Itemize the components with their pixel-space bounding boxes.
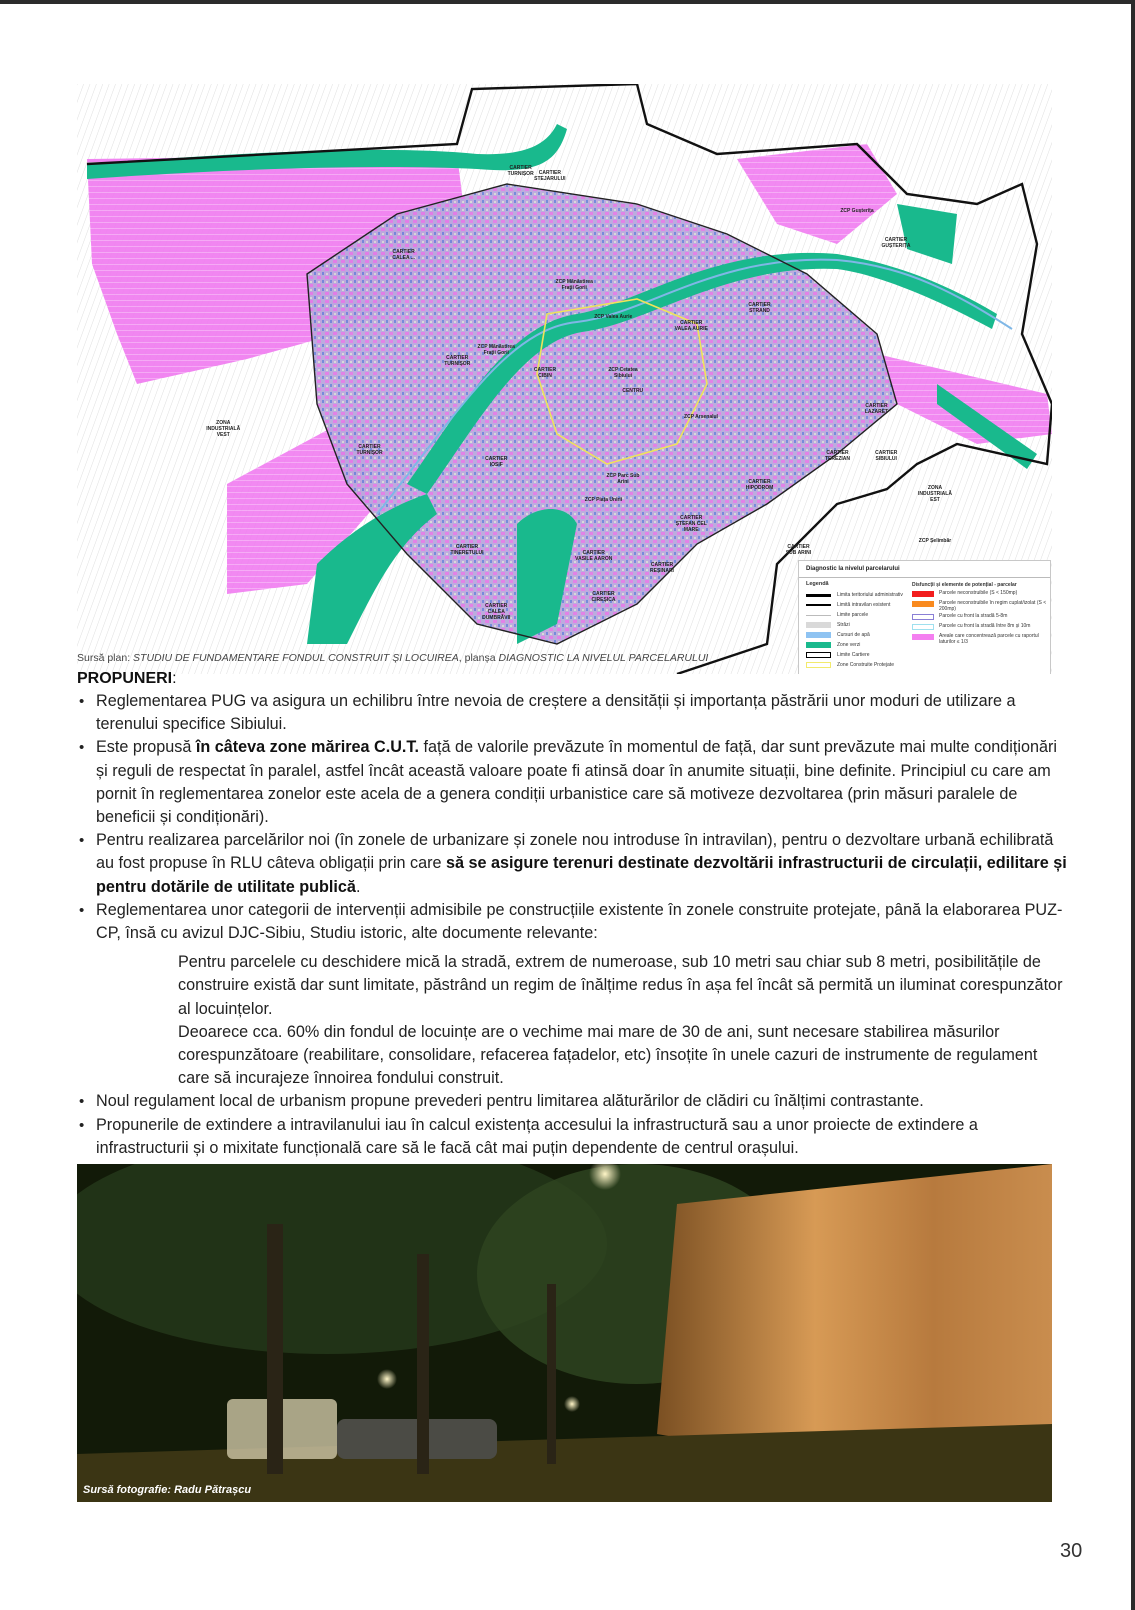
- legend-item: [912, 600, 1049, 612]
- proposal-text: Reglementarea unor categorii de intervenții admisibile pe construcțiile existente în zonele construite protejate, până la elaborarea PUZ-CP, însă cu avizul DJC-Sibiu, Studiu istoric, alte documente relevante:: [96, 900, 1063, 943]
- map-label: CARTIER TURNIȘOR: [356, 443, 383, 456]
- proposal-text: Este propusă: [96, 738, 196, 757]
- map-label: CARTIER CALEA ...: [392, 249, 415, 262]
- proposal-subtext: Pentru parcelele cu deschidere mică la stradă, extrem de numeroase, sub 10 metri sau chiar sub 8 metri, posibilitățile de construire există dar sunt limitate, păstrând un regim de înălțime redus în așa fel încât să permită un iluminat corespunzător al locuințelor.: [178, 953, 1063, 1018]
- tree-trunk: [267, 1224, 283, 1474]
- legend-swatch: [806, 632, 831, 638]
- legend-swatch: [912, 591, 934, 597]
- proposal-item: [77, 736, 1067, 829]
- map-label: ZCP Gușterița: [840, 207, 874, 214]
- proposals-body: [77, 690, 1067, 1160]
- map-label: CARTIER GUȘTERIȚA: [881, 237, 911, 250]
- legend-label: Parcele cu front la stradă între 8m și 10m: [939, 623, 1031, 629]
- legend-swatch: [912, 614, 934, 620]
- proposal-text: Noul regulament local de urbanism propune prevederi pentru limitarea alăturărilor de clădiri cu înălțimi contrastante.: [96, 1092, 924, 1111]
- legend-divider: [799, 577, 1050, 578]
- proposal-item: [77, 1090, 1067, 1113]
- map-source-middle: , planșa: [458, 652, 499, 664]
- map-label: ZONA INDUSTRIALĂ EST: [918, 485, 952, 504]
- proposal-item: [77, 1114, 1067, 1160]
- proposal-text: .: [355, 877, 361, 896]
- legend-left-title: Legendă: [806, 581, 829, 587]
- map-label: CARTIER CIBIN: [533, 367, 557, 380]
- legend-swatch: [912, 624, 934, 630]
- legend-label: Limită intravilan existent: [837, 602, 891, 608]
- parcel-diagnostic-map: [77, 84, 1052, 674]
- legend-label: Limita teritoriului administrativ: [837, 592, 903, 598]
- proposal-subtext: Deoarece cca. 60% din fondul de locuințe are o vechime mai mare de 30 de ani, sunt necesare stabilirea măsurilor corespunzătoare (reabilitare, consolidare, refacerea fațadelor, etc) însoțite în unele cazuri de instrumente de regulament care să incurajeze înnoirea fondului construit.: [178, 1022, 1038, 1088]
- city-wall-night-photo: [77, 1164, 1052, 1502]
- legend-label: Cursuri de apă: [837, 632, 870, 638]
- map-label: CARTIER STRAND: [748, 302, 771, 315]
- proposal-item: [77, 690, 1067, 736]
- legend-item: [806, 661, 894, 669]
- map-label: CARTIER SIBIULUI: [875, 449, 898, 462]
- proposal-subitem: [96, 951, 1067, 1090]
- proposal-text: Pentru realizarea parcelărilor noi (în zonele de urbanizare și zonele nou introduse în intravilan), pentru o dezvoltare urbană echilibrată au fost propuse în RLU câteva obligații prin care: [96, 831, 1054, 873]
- legend-label: Limite Cartiere: [837, 652, 870, 658]
- legend-swatch: [806, 594, 831, 597]
- map-label: CENTRU: [622, 387, 644, 394]
- window-right-border: [1131, 0, 1135, 1610]
- legend-swatch: [806, 642, 831, 648]
- page-number: 30: [1060, 1540, 1083, 1562]
- legend-swatch: [806, 604, 831, 606]
- map-label: ZCP Valea Aurie: [594, 314, 633, 321]
- legend-item: [912, 624, 1049, 632]
- street-lamp: [377, 1369, 397, 1389]
- tree-trunk: [547, 1284, 556, 1464]
- proposal-text: Propunerile de extindere a intravilanului iau în calcul existența accesului la infrastructură sau a unor proiecte de extindere a infrastructurii și o mixitate funcțională care să le facă cât mai puțin dependente de centrul orașului.: [96, 1115, 978, 1157]
- legend-item: [806, 621, 850, 629]
- legend-swatch: [806, 615, 831, 616]
- map-label: CARTIER SUB ARINI: [785, 544, 812, 557]
- photo-credit: Sursă fotografie: Radu Pătrașcu: [83, 1484, 252, 1496]
- legend-label: Parcele neconstruibile (S < 150mp): [939, 590, 1018, 596]
- map-label: CARTIER TINERETULUI: [450, 544, 484, 557]
- proposal-text: față de valorile prevăzute în momentul de față, dar sunt prevăzute mai multe condiționări și reguli de respectat în paralel, astfel încât această valoare poate fi atinsă doar în anumite situații, bine definite. Principiul cu care am pornit în reglementarea zonelor este acela de a genera condiții urbanistice care să motiveze dezvoltarea (prin măsuri paralele de beneficii și condiționări).: [96, 738, 1057, 827]
- map-label: ZCP Piața Unirii: [584, 497, 623, 503]
- map-label: ZCP Șelimbăr: [918, 538, 952, 545]
- map-source-prefix: Sursă plan:: [77, 652, 134, 664]
- map-label: CARTIER TEREZIAN: [825, 449, 850, 462]
- legend-item: [806, 601, 890, 609]
- legend-item: [806, 641, 860, 649]
- legend-swatch: [806, 662, 831, 668]
- photo-graphic: [77, 1164, 1052, 1502]
- tree-trunk: [417, 1254, 429, 1474]
- map-label: CARTIER IOSIF: [485, 455, 508, 468]
- map-source-study: STUDIU DE FUNDAMENTARE FONDUL CONSTRUIT ȘI LOCUIREA: [133, 652, 459, 664]
- legend-item: [912, 633, 1049, 645]
- map-label: ZCP Mănăstirea Fraţii Gorii: [555, 278, 593, 291]
- legend-swatch: [806, 652, 831, 658]
- map-label: CARTIER CALEA DUMBRĂVII: [482, 603, 511, 622]
- map-label: ZCP Cetatea Sibiului: [608, 367, 638, 380]
- legend-label: Parcele cu front la stradă 5-8m: [939, 613, 1008, 619]
- map-label: CARTIER REȘINARI: [650, 561, 674, 574]
- legend-right-title: Disfuncții și elemente de potențial - parcelar: [912, 582, 1017, 588]
- section-title-text: PROPUNERI: [77, 670, 173, 687]
- legend-item: [912, 614, 1049, 622]
- legend-label: Areale care concentrează parcele cu raportul laturilor ≤ 1/3: [939, 633, 1039, 645]
- street-lamp: [564, 1396, 580, 1412]
- map-label: CARTIER TURNIȘOR: [444, 355, 471, 368]
- legend-item: [806, 651, 870, 659]
- map-label: CARTIER LAZARET: [864, 402, 889, 415]
- window-top-border: [0, 0, 1135, 4]
- map-label: CARTIER VALEA AURIE: [674, 320, 708, 332]
- proposal-emphasis: să se asigure terenuri destinate dezvoltării infrastructurii de circulații, edilitare și pentru dotările de utilitate publică: [96, 854, 1067, 896]
- section-title-colon: :: [172, 670, 177, 687]
- map-label: CARTIER CIREȘICA: [591, 591, 616, 604]
- legend-label: Zone Construite Protejate: [837, 662, 894, 668]
- map-label: CARTIER HIPODROM: [745, 479, 774, 492]
- legend-item: [806, 611, 868, 619]
- proposal-text: Reglementarea PUG va asigura un echilibru între nevoia de creștere a densității și importanța păstrării unor moduri de utilizare a terenului specifice Sibiului.: [96, 692, 1016, 734]
- legend-item: [912, 591, 1049, 599]
- map-legend: [798, 560, 1051, 674]
- legend-label: Străzi: [837, 622, 850, 628]
- section-title: [77, 670, 177, 688]
- legend-label: Parcele neconstruibile în regim cuplat/izolat (S < 200mp): [939, 600, 1047, 612]
- map-label: ZCP Parc Sub Arini: [606, 473, 640, 486]
- map-source-sheet: DIAGNOSTIC LA NIVELUL PARCELARULUI: [498, 652, 709, 664]
- legend-title: Diagnostic la nivelul parcelarului: [806, 566, 900, 572]
- legend-label: Zone verzi: [837, 642, 861, 648]
- legend-item: [806, 631, 870, 639]
- map-label: CARTIER TURNIȘOR: [507, 165, 534, 178]
- legend-swatch: [912, 634, 934, 640]
- proposal-emphasis: în câteva zone mărirea C.U.T.: [195, 738, 420, 757]
- proposals-list: [77, 690, 1067, 1160]
- legend-label: Limite parcele: [837, 612, 869, 618]
- map-label: CARTIER VASILE AARON: [575, 550, 613, 563]
- map-source-caption: [77, 652, 708, 664]
- proposal-item: [77, 829, 1067, 899]
- map-label: ZCP Arsenalul: [684, 414, 718, 421]
- legend-item: [806, 591, 903, 599]
- map-label: ZONA INDUSTRIALĂ VEST: [206, 420, 241, 439]
- map-label: CARTIER ȘTEFAN CEL MARE: [675, 514, 707, 533]
- map-label: ZCP Mănăstirea Fraţii Gorii: [477, 343, 515, 356]
- map-label: CARTIER STEJARULUI: [534, 169, 566, 182]
- proposal-item: [77, 899, 1067, 1091]
- legend-swatch: [912, 601, 934, 607]
- legend-swatch: [806, 622, 831, 628]
